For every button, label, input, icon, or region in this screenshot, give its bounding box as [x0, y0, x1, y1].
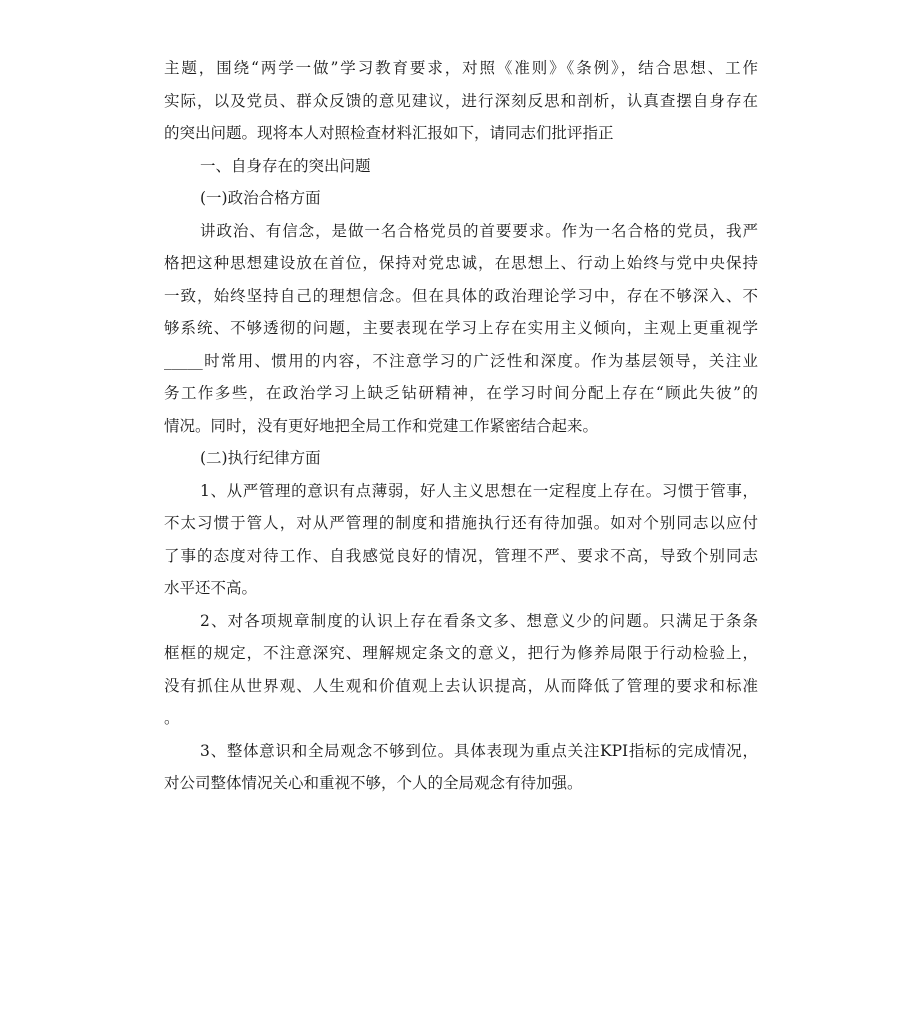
- text-line: 主题，围绕“两学一做”学习教育要求，对照《准则》《条例》，结合思想、工作: [164, 59, 758, 77]
- text-line: 3、整体意识和全局观念不够到位。具体表现为重点关注KPI指标的完成情况，: [200, 741, 758, 760]
- text-line: 了事的态度对待工作、自我感觉良好的情况，管理不严、要求不高，导致个别同志: [164, 546, 758, 565]
- text-line: 水平还不高。: [164, 579, 258, 597]
- intro-paragraph: [164, 52, 758, 150]
- section-heading: 一、自身存在的突出问题: [200, 156, 371, 175]
- text-line: 的突出问题。现将本人对照检查材料汇报如下，请同志们批评指正: [164, 124, 614, 142]
- text-line: 2、对各项规章制度的认识上存在看条文多、想意义少的问题。只满足于条条: [200, 611, 758, 630]
- text-line: 讲政治、有信念，是做一名合格党员的首要要求。作为一名合格的党员，我严: [200, 221, 758, 240]
- subsection-heading-discipline: (二)执行纪律方面: [200, 449, 321, 467]
- text-line: 不太习惯于管人，对从严管理的制度和措施执行还有待加强。如对个别同志以应付: [164, 514, 758, 532]
- text-line: 务工作多些，在政治学习上缺乏钻研精神，在学习时间分配上存在“顾此失彼”的: [164, 384, 758, 402]
- text-line: 一致，始终坚持自己的理想信念。但在具体的政治理论学习中，存在不够深入、不: [164, 286, 758, 305]
- text-line: 没有抓住从世界观、人生观和价值观上去认识提高，从而降低了管理的要求和标准: [164, 676, 758, 695]
- text-line: 情况。同时，没有更好地把全局工作和党建工作紧密结合起来。: [164, 416, 599, 435]
- text-line: 格把这种思想建设放在首位，保持对党忠诚，在思想上、行动上始终与党中央保持: [164, 254, 758, 272]
- text-line: 够系统、不够透彻的问题，主要表现在学习上存在实用主义倾向，主观上更重视学: [164, 319, 758, 337]
- discipline-item-2: [164, 605, 758, 735]
- text-line: 。: [164, 709, 180, 727]
- text-line: 1、从严管理的意识有点薄弱，好人主义思想在一定程度上存在。习惯于管事，: [200, 481, 758, 500]
- discipline-item-3: [164, 735, 758, 800]
- document-body: [164, 52, 758, 800]
- text-line: 对公司整体情况关心和重视不够，个人的全局观念有待加强。: [164, 774, 583, 792]
- text-line: 实际，以及党员、群众反馈的意见建议，进行深刻反思和剖析，认真查摆自身存在: [164, 91, 758, 110]
- text-line: _____时常用、惯用的内容，不注意学习的广泛性和深度。作为基层领导，关注业: [164, 351, 758, 370]
- political-paragraph: [164, 215, 758, 443]
- subsection-heading-political: (一)政治合格方面: [200, 189, 321, 207]
- text-line: 框框的规定，不注意深究、理解规定条文的意义，把行为修养局限于行动检验上，: [164, 644, 758, 662]
- discipline-item-1: [164, 475, 758, 605]
